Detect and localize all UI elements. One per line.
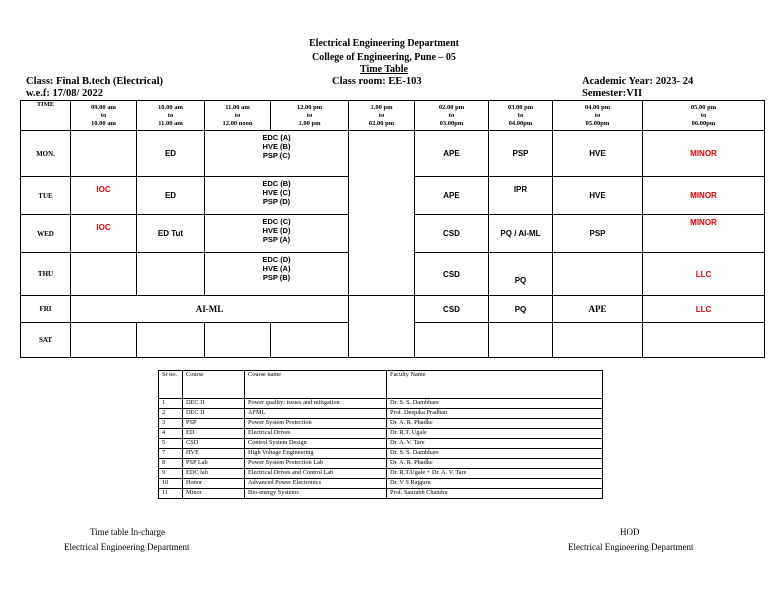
class-cell — [489, 323, 553, 358]
course-cell: 3 — [159, 419, 183, 429]
course-cell: Dr. S. S. Dambhare — [387, 399, 603, 409]
course-cell: 4 — [159, 429, 183, 439]
class-info: Class: Final B.tech (Electrical) — [26, 76, 164, 87]
course-cell: Prof. Deepika Pradhan — [387, 409, 603, 419]
time-label: TIME — [21, 101, 71, 131]
hod-title: HOD — [620, 527, 640, 537]
course-cell: 7 — [159, 449, 183, 459]
lunch-break-cell — [349, 131, 415, 296]
course-cell: Advanced Power Electronics — [245, 479, 387, 489]
course-cell: 2 — [159, 409, 183, 419]
time-slot: 03.00 pm to 04.00pm — [489, 101, 553, 131]
time-slot: 04.00 pm to 05.00pm — [553, 101, 643, 131]
course-cell: 1 — [159, 399, 183, 409]
time-slot: 12.00 pm to 1.00 pm — [271, 101, 349, 131]
day-row-mon — [21, 131, 765, 177]
class-cell — [71, 253, 137, 296]
course-row — [159, 399, 603, 409]
class-cell: APE — [415, 131, 489, 177]
day-label: THU — [21, 253, 71, 296]
class-cell: PQ — [489, 253, 553, 296]
class-cell — [71, 131, 137, 177]
course-cell: 10 — [159, 479, 183, 489]
class-cell: ED — [137, 131, 205, 177]
course-cell: 8 — [159, 459, 183, 469]
day-label: FRI — [21, 296, 71, 323]
timetable-grid — [20, 100, 765, 358]
course-cell: Dr. A. R. Phadke — [387, 459, 603, 469]
class-cell: HVE — [553, 177, 643, 215]
class-cell: ED — [137, 177, 205, 215]
day-label: TUE — [21, 177, 71, 215]
course-cell: Power System Protection — [245, 419, 387, 429]
class-cell — [643, 323, 765, 358]
batch-lab-cell: EDC (A) HVE (B) PSP (C) — [205, 131, 349, 177]
college-title: College of Engineering, Pune – 05 — [312, 52, 456, 63]
course-cell: Control System Design — [245, 439, 387, 449]
class-cell: IOC — [71, 215, 137, 253]
class-cell — [205, 323, 271, 358]
hod-dept: Electrical Engineering Department — [568, 542, 694, 552]
class-cell — [349, 296, 415, 323]
course-cell: DEC II — [183, 399, 245, 409]
course-cell: High Voltage Engineering — [245, 449, 387, 459]
time-slot: 05.00 pm to 06.00pm — [643, 101, 765, 131]
semester: Semester:VII — [582, 88, 643, 99]
time-slot: 11.00 am to 12.00 noon — [205, 101, 271, 131]
course-cell: Dr. A. R. Phadke — [387, 419, 603, 429]
course-cell: 11 — [159, 489, 183, 499]
day-label: WED — [21, 215, 71, 253]
class-cell: PQ / AI-ML — [489, 215, 553, 253]
course-cell: 9 — [159, 469, 183, 479]
class-cell: CSD — [415, 253, 489, 296]
class-cell: PSP — [489, 131, 553, 177]
time-slot: 1.00 pm to 02.00 pm — [349, 101, 415, 131]
class-cell: MINOR — [643, 131, 765, 177]
class-cell: APE — [415, 177, 489, 215]
class-cell: MINOR — [643, 177, 765, 215]
class-cell: CSD — [415, 215, 489, 253]
course-cell: Dr. R.T.Ugale + Dr. A. V. Tare — [387, 469, 603, 479]
course-row — [159, 479, 603, 489]
wef-date: w.e.f: 17/08/ 2022 — [26, 88, 103, 99]
incharge-title: Time table In-charge — [90, 527, 165, 537]
course-cell: Dr. R.T. Ugale — [387, 429, 603, 439]
course-cell: Dr. A. V. Tare — [387, 439, 603, 449]
time-slot: 09.00 am to 10.00 am — [71, 101, 137, 131]
course-cell: Dr. S. S. Dambhare — [387, 449, 603, 459]
class-cell — [553, 323, 643, 358]
course-row — [159, 489, 603, 499]
course-col-header: Course name — [245, 371, 387, 399]
class-cell: IOC — [71, 177, 137, 215]
course-row — [159, 419, 603, 429]
classroom: Class room: EE-103 — [332, 76, 422, 87]
course-table — [158, 370, 603, 499]
day-row-sat — [21, 323, 765, 358]
course-cell: AFML — [245, 409, 387, 419]
course-cell: Minor — [183, 489, 245, 499]
class-cell: LLC — [643, 253, 765, 296]
class-cell: ED Tut — [137, 215, 205, 253]
course-cell: Prof. Saurabh Chandra — [387, 489, 603, 499]
batch-lab-cell: EDC (B) HVE (C) PSP (D) — [205, 177, 349, 215]
course-cell: Power quality: issues and mitigation — [245, 399, 387, 409]
class-cell — [271, 323, 349, 358]
course-cell: DEC II — [183, 409, 245, 419]
class-cell: IPR — [489, 177, 553, 215]
class-cell: LLC — [643, 296, 765, 323]
course-cell: PSP Lab — [183, 459, 245, 469]
course-row — [159, 409, 603, 419]
incharge-dept: Electrical Engineering Department — [64, 542, 190, 552]
time-slot: 02.00 pm to 03.00pm — [415, 101, 489, 131]
class-cell — [415, 323, 489, 358]
class-cell: PSP — [553, 215, 643, 253]
academic-year: Academic Year: 2023- 24 — [582, 76, 694, 87]
course-cell: Bio-energy Systems — [245, 489, 387, 499]
course-cell: CSD — [183, 439, 245, 449]
course-table-header — [159, 371, 603, 399]
class-cell — [137, 323, 205, 358]
course-cell: PSP — [183, 419, 245, 429]
batch-lab-cell: EDC (D) HVE (A) PSP (B) — [205, 253, 349, 296]
class-cell: PQ — [489, 296, 553, 323]
day-label: SAT — [21, 323, 71, 358]
course-row — [159, 449, 603, 459]
course-cell: EDC lab — [183, 469, 245, 479]
course-cell: Power System Protection Lab — [245, 459, 387, 469]
time-header-row — [21, 101, 765, 131]
class-cell: APE — [553, 296, 643, 323]
day-label: MON. — [21, 131, 71, 177]
course-cell: Electrical Drives — [245, 429, 387, 439]
course-row — [159, 429, 603, 439]
course-row — [159, 459, 603, 469]
timetable-title: Time Table — [360, 64, 408, 75]
course-cell: HVE — [183, 449, 245, 459]
class-cell: CSD — [415, 296, 489, 323]
course-col-header: Sr no. — [159, 371, 183, 399]
class-cell — [349, 323, 415, 358]
course-cell: 5 — [159, 439, 183, 449]
class-cell — [553, 253, 643, 296]
course-col-header: Faculty Name — [387, 371, 603, 399]
day-row-fri — [21, 296, 765, 323]
course-row — [159, 469, 603, 479]
course-cell: ED — [183, 429, 245, 439]
aiml-merged-cell: AI-ML — [71, 296, 349, 323]
time-slot: 10.00 am to 11.00 am — [137, 101, 205, 131]
course-cell: Dr. V S Rajguru — [387, 479, 603, 489]
course-col-header: Course — [183, 371, 245, 399]
class-cell: HVE — [553, 131, 643, 177]
course-cell: Electrical Drives and Control Lab — [245, 469, 387, 479]
class-cell — [71, 323, 137, 358]
course-cell: Honor — [183, 479, 245, 489]
course-row — [159, 439, 603, 449]
class-cell — [137, 253, 205, 296]
department-title: Electrical Engineering Department — [309, 38, 459, 49]
batch-lab-cell: EDC (C) HVE (D) PSP (A) — [205, 215, 349, 253]
class-cell: MINOR — [643, 215, 765, 253]
